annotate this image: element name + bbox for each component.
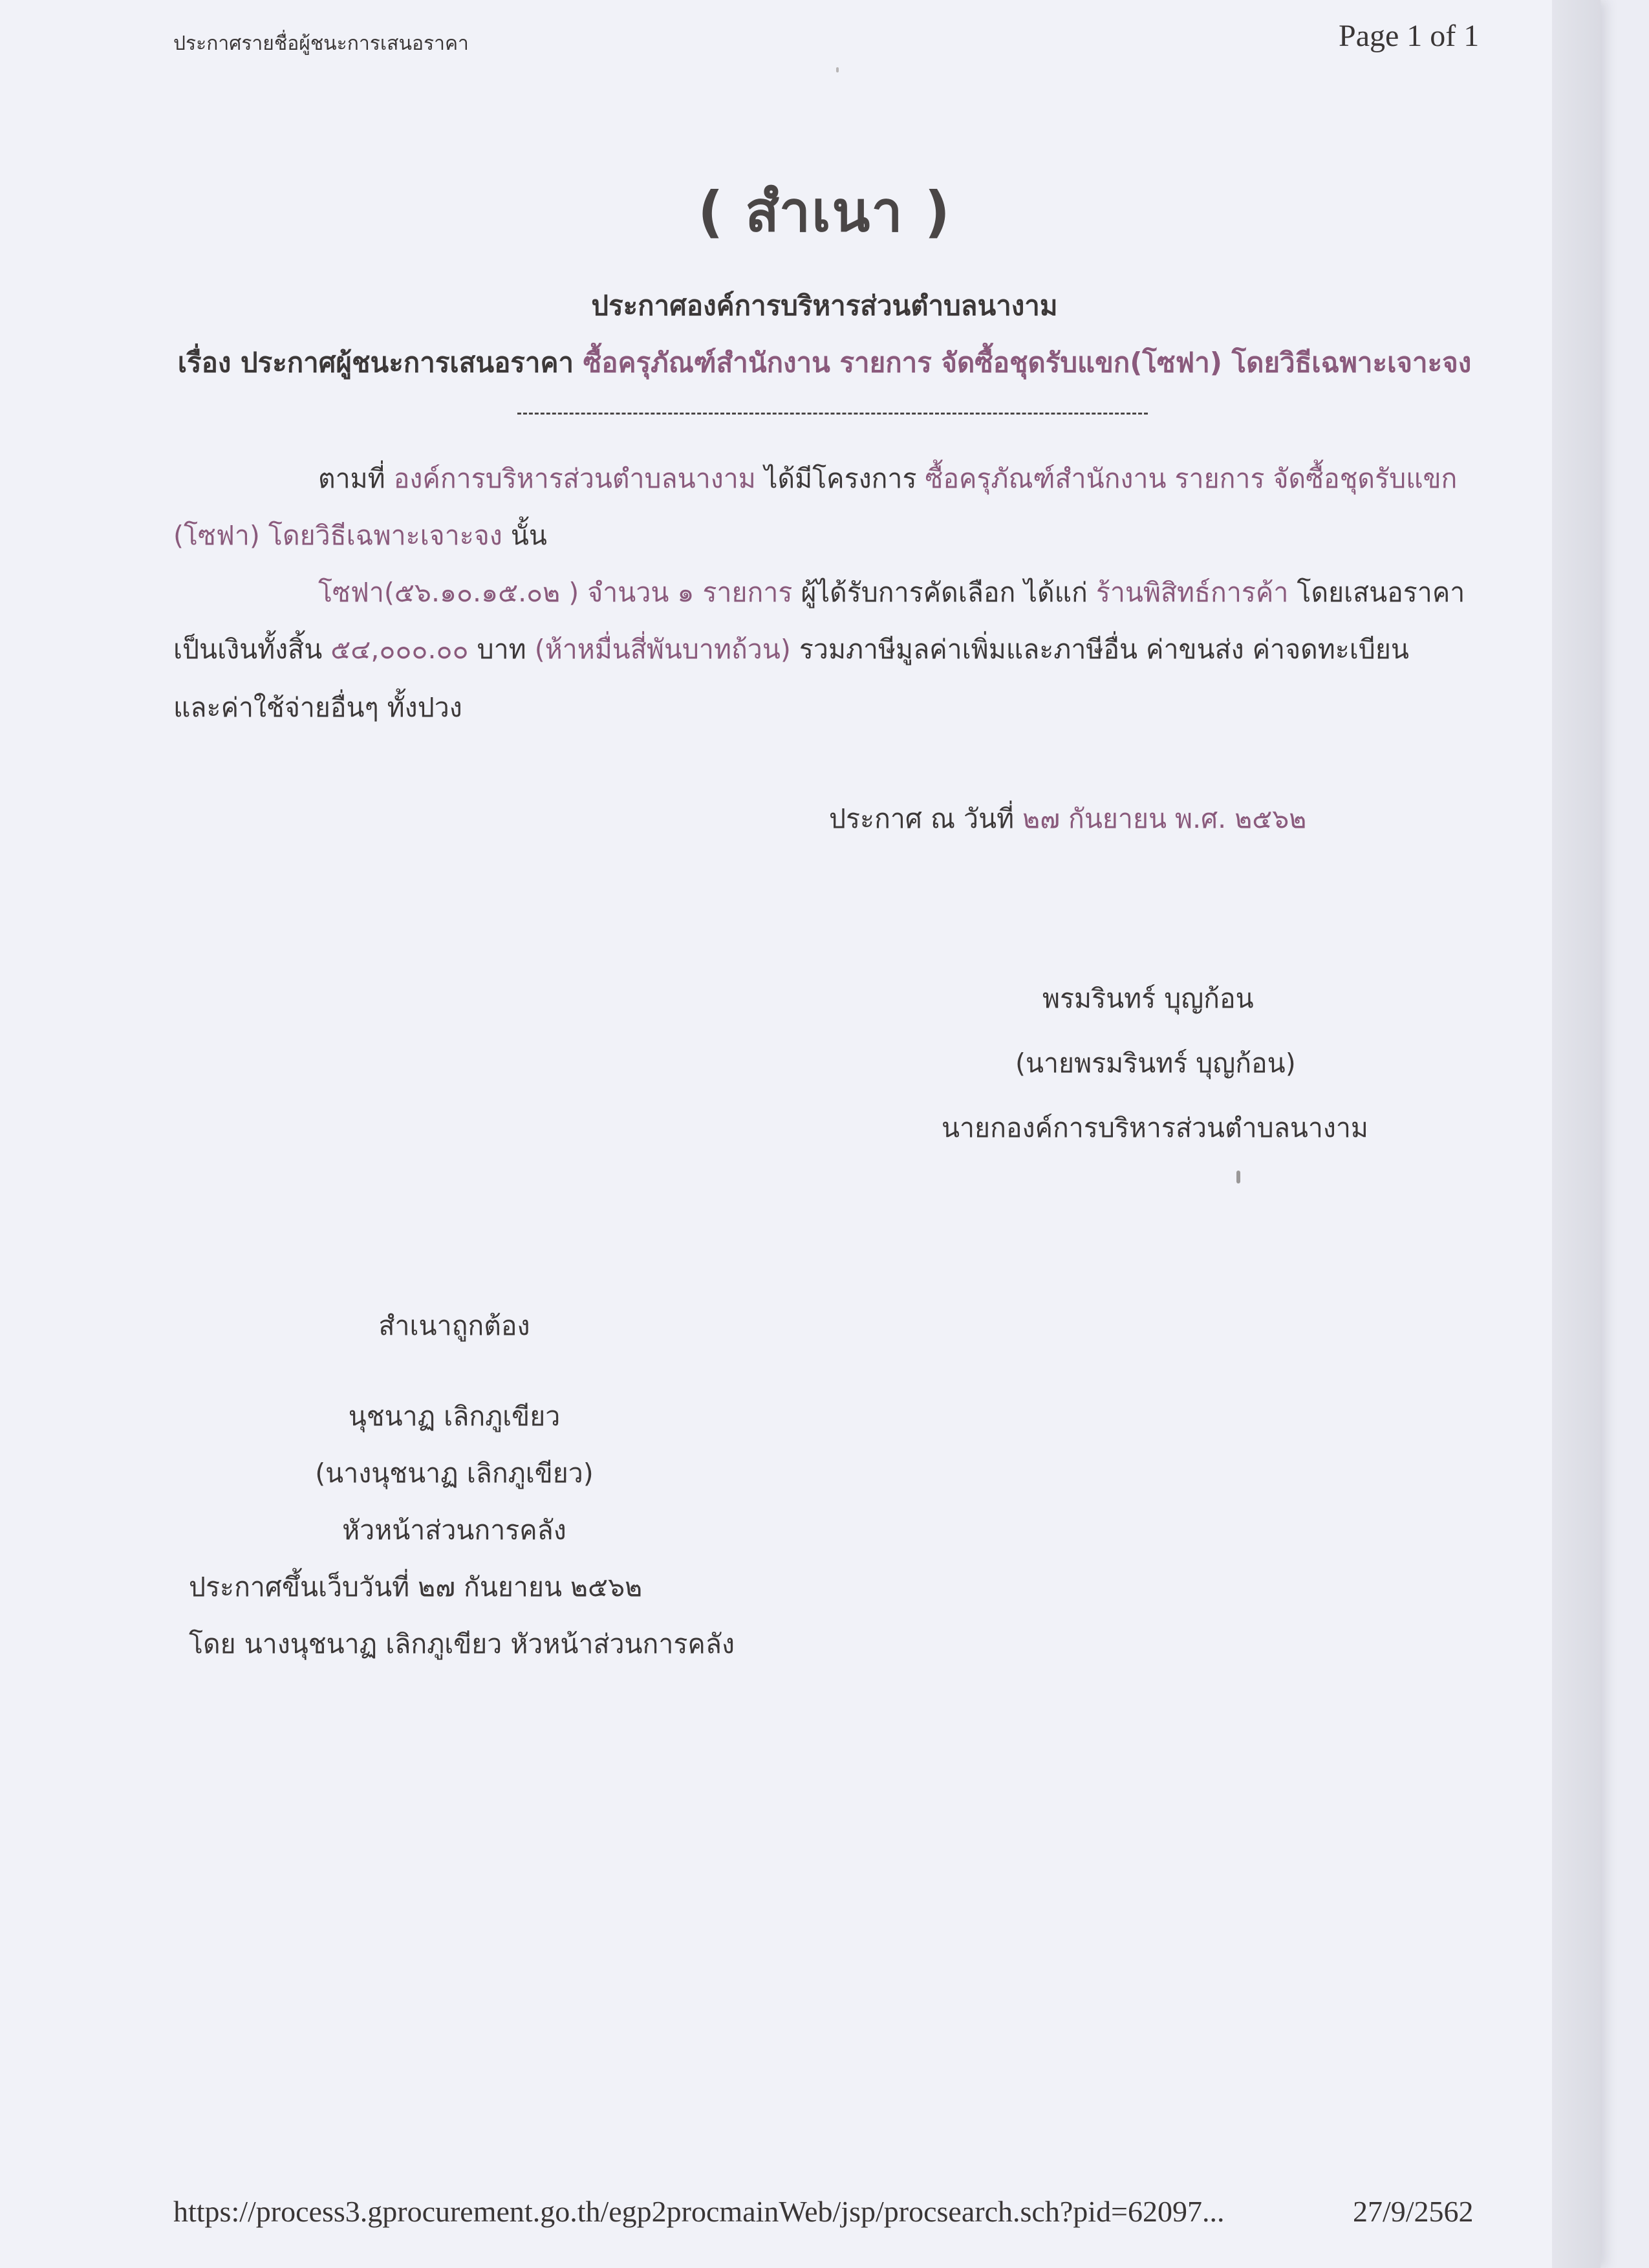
header-page-number: Page 1 of 1 (1339, 19, 1480, 53)
amount-in-words: (ห้าหมื่นสี่พันบาทถ้วน) (534, 634, 791, 665)
text-segment: นั้น (502, 520, 547, 551)
text-segment: บาท (477, 634, 526, 665)
announcement-org: ประกาศองค์การบริหารส่วนตำบลนางาม (591, 290, 1058, 321)
footer-date: 27/9/2562 (1353, 2195, 1474, 2228)
org-name: องค์การบริหารส่วนตำบลนางาม (393, 463, 756, 494)
subject-detail: ซื้อครุภัณฑ์สำนักงาน รายการ จัดซื้อชุดรับแขก(โซฟา) โดยวิธีเฉพาะเจาะจง (583, 347, 1472, 378)
signer-signature: พรมรินทร์ บุญก้อน (1042, 983, 1254, 1014)
vendor-name: ร้านพิสิทธ์การค้า (1095, 577, 1289, 608)
project-name-cont: (โซฟา) โดยวิธีเฉพาะเจาะจง (173, 520, 502, 551)
item-description: โซฟา(๕๖.๑๐.๑๕.๐๒ ) จำนวน ๑ รายการ (318, 577, 793, 608)
header-doc-name: ประกาศรายชื่อผู้ชนะการเสนอราคา (173, 32, 469, 55)
text-segment: โดยเสนอราคา (1297, 577, 1465, 608)
text-segment: ตามที่ (318, 463, 385, 494)
subject-prefix: เรื่อง ประกาศผู้ชนะการเสนอราคา (177, 347, 574, 378)
signer-name: (นายพรมรินทร์ บุญก้อน) (1015, 1048, 1296, 1079)
total-amount: ๕๔,๐๐๐.๐๐ (330, 634, 469, 665)
published-by: โดย นางนุชนาฏ เลิกภูเขียว หัวหน้าส่วนการคลัง (189, 1628, 735, 1659)
announcement-subject (0, 341, 1649, 384)
signer-position: นายกองค์การบริหารส่วนตำบลนางาม (942, 1112, 1368, 1143)
text-segment: ได้มีโครงการ (764, 463, 917, 494)
scan-edge (1552, 0, 1600, 2268)
certifier-signature: นุชนาฏ เลิกภูเขียว (348, 1401, 561, 1432)
text-segment: รวมภาษีมูลค่าเพิ่มและภาษีอื่น ค่าขนส่ง ค่าจดทะเบียน (799, 634, 1409, 665)
announce-date-label: ประกาศ ณ วันที่ (829, 803, 1015, 834)
text-segment: เป็นเงินทั้งสิ้น (173, 634, 323, 665)
body-line-4 (173, 629, 1409, 671)
web-publish-date: ประกาศขึ้นเว็บวันที่ ๒๗ กันยายน ๒๕๖๒ (189, 1571, 643, 1603)
announce-date (829, 798, 1306, 840)
text-segment: ผู้ได้รับการคัดเลือก ได้แก่ (801, 577, 1088, 608)
certified-label: สำเนาถูกต้อง (378, 1310, 530, 1341)
certifier-position: หัวหน้าส่วนการคลัง (342, 1515, 566, 1546)
scan-speck (1236, 1171, 1240, 1183)
separator-line (517, 413, 1148, 415)
certifier-name: (นางนุชนาฏ เลิกภูเขียว) (315, 1458, 594, 1489)
scan-speck (836, 67, 839, 72)
project-name: ซื้อครุภัณฑ์สำนักงาน รายการ จัดซื้อชุดรับแขก (925, 463, 1458, 494)
body-line-2 (173, 515, 547, 557)
body-line-1 (318, 458, 1457, 500)
announce-date-value: ๒๗ กันยายน พ.ศ. ๒๕๖๒ (1022, 803, 1307, 834)
footer-url: https://process3.gprocurement.go.th/egp2procmainWeb/jsp/procsearch.sch?pid=62097... (173, 2195, 1225, 2228)
body-line-3 (318, 572, 1465, 614)
body-line-5: และค่าใช้จ่ายอื่นๆ ทั้งปวง (173, 692, 462, 723)
document-title: ( สำเนา ) (698, 180, 951, 244)
